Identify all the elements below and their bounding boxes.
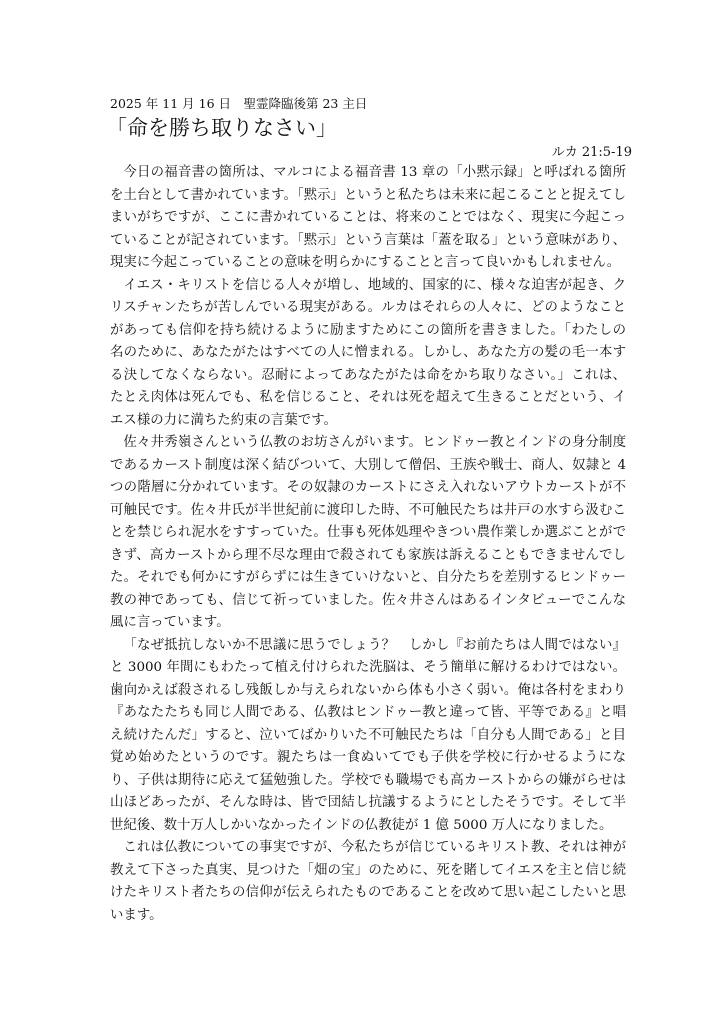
- document-page: [106, 96, 632, 927]
- paragraph-3: 佐々井秀嶺さんという仏教のお坊さんがいます。ヒンドゥー教とインドの身分制度であるカースト制度は深く結びついて、大別して僧侶、王族や戦士、商人、奴隷と 4 つの階層に分かれています。その奴隷のカーストにさえ入れないアウトカーストが不可触民です。佐々井氏が半世紀前に渡印した時、不可触民たちは井戸の水すら汲むことを禁じられ泥水をすすっていた。仕事も死体処理やきつい農作業しか選ぶことができず、高カーストから理不尽な理由で殺されても家族は訴えることもできませんでした。それでも何かにすがらずには生きていけないと、自分たちを差別するヒンドゥー教の神であっても、信じて祈っていました。佐々井さんはあるインタビューでこんな風に言っています。: [110, 435, 626, 630]
- sermon-body: [110, 162, 626, 927]
- paragraph-1: 今日の福音書の箇所は、マルコによる福音書 13 章の「小黙示録」と呼ばれる箇所を土台として書かれています。「黙示」というと私たちは未来に起こることと捉えてしまいがちですが、ここに書かれていることは、将来のことではなく、現実に今起こっていることが記されています。「黙示」という言葉は「蓋を取る」という意味があり、現実に今起こっていることの意味を明らかにすることと言って良いかもしれません。: [110, 165, 626, 270]
- paragraph-5: これは仏教についての事実ですが、今私たちが信じているキリスト教、それは神が教えて下さった真実、見つけた「畑の宝」のために、死を賭してイエスを主と信じ続けたキリスト者たちの信仰が伝えられたものであることを改めて思い起こしたいと思います。: [110, 840, 626, 923]
- scripture-reference: ルカ 21:5-19: [551, 145, 632, 160]
- date-line: 2025 年 11 月 16 日 聖霊降臨後第 23 主日: [110, 96, 368, 111]
- sermon-title: 「命を勝ち取りなさい」: [106, 116, 337, 140]
- paragraph-4: 「なぜ抵抗しないか不思議に思うでしょう？ しかし『お前たちは人間ではない』と 3000 年間にもわたって植え付けられた洗脳は、そう簡単に解けるわけではない。歯向かえば殺されるし残飯しか与えられないから体も小さく弱い。俺は各村をまわり『あなたたちも同じ人間である、仏教はヒンドゥー教と違って皆、平等である』と唱え続けたんだ」すると、泣いてばかりいた不可触民たちは「自分も人間である」と目覚め始めたというのです。親たちは一食ぬいてでも子供を学校に行かせるようになり、子供は期待に応えて猛勉強した。学校でも職場でも高カーストからの嫌がらせは山ほどあったが、そんな時は、皆で団結し抗議するようにとしたそうです。そして半世紀後、数十万人しかいなかったインドの仏教徒が 1 億 5000 万人になりました。: [110, 637, 626, 833]
- paragraph-2: イエス・キリストを信じる人々が増し、地域的、国家的に、様々な迫害が起き、クリスチャンたちが苦しんでいる現実がある。ルカはそれらの人々に、どのようなことがあっても信仰を持ち続けるように励ますためにこの箇所を書きました。「わたしの名のために、あなたがたはすべての人に憎まれる。しかし、あなた方の髪の毛一本する決してなくならない。忍耐によってあなたがたは命をかち取りなさい。」これは、たとえ肉体は死んでも、私を信じること、それは死を超えて生きることだという、イエス様の力に満ちた約束の言葉です。: [110, 277, 626, 428]
